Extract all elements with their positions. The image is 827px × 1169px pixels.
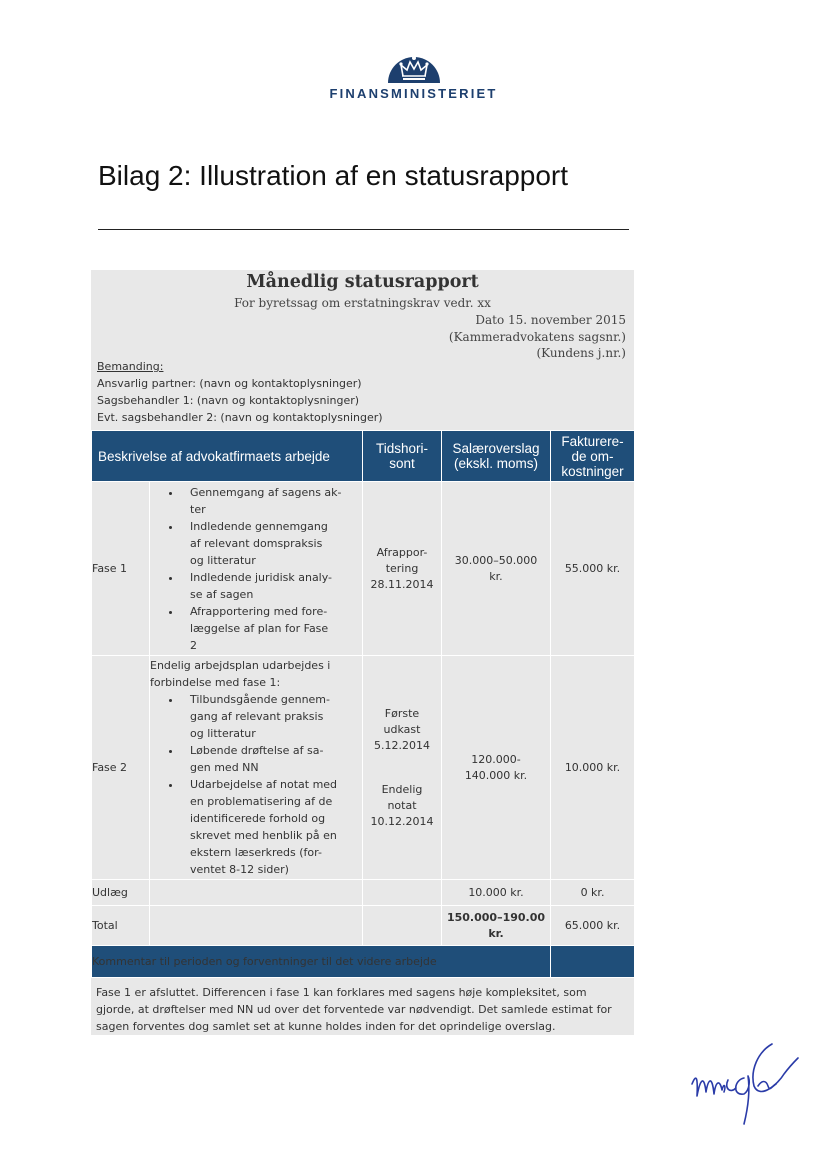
phase-description: [150, 656, 363, 880]
client-reference: (Kundens j.nr.): [536, 346, 626, 360]
phase-costs: 55.000 kr.: [551, 482, 635, 656]
report-title: Månedlig statusrapport: [246, 272, 479, 292]
phase-estimate: 120.000- 140.000 kr.: [442, 656, 551, 880]
total-label: Total: [92, 906, 150, 946]
task-list: [150, 691, 362, 878]
staff-line: Evt. sagsbehandler 2: (navn og kontaktoplysninger): [97, 411, 383, 424]
staffing-block: [97, 358, 383, 426]
list-item: • Udarbejdelse af notat med en problematisering af de identificerede forhold og skrevet med henblik på en ekstern læserkreds (for- ventet 8-12 sider): [182, 776, 362, 878]
table-row-fase-2: [92, 656, 635, 880]
list-item: • Gennemgang af sagens ak- ter: [182, 484, 362, 518]
list-item: • Afrapportering med fore- læggelse af plan for Fase 2: [182, 603, 362, 654]
timeline-final: Endelig notat 10.12.2014: [370, 782, 434, 828]
column-timeline: Tidshori- sont: [363, 431, 442, 482]
timeline-draft: Første udkast 5.12.2014: [374, 706, 430, 752]
table-row-fase-1: [92, 482, 635, 656]
phase-timeline: [363, 656, 442, 880]
phase-description: [150, 482, 363, 656]
ministry-name: FINANSMINISTERIET: [329, 86, 498, 101]
list-item: • Løbende drøftelse af sa- gen med NN: [182, 742, 362, 776]
phase-label: Fase 2: [92, 656, 150, 880]
title-divider: [98, 229, 629, 230]
task-list: [150, 484, 362, 654]
table-header-row: [92, 431, 635, 482]
report-subtitle: For byretssag om erstatningskrav vedr. xx: [234, 296, 491, 310]
phase-timeline: Afrappor- tering 28.11.2014: [363, 482, 442, 656]
report-header: [91, 270, 634, 430]
column-estimate: Salæroverslag (ekskl. moms): [442, 431, 551, 482]
phase-label: Fase 1: [92, 482, 150, 656]
list-item: • Indledende juridisk analy- se af sagen: [182, 569, 362, 603]
comment-header-row: [92, 946, 635, 978]
outlays-label: Udlæg: [92, 880, 150, 906]
column-description: Beskrivelse af advokatfirmaets arbejde: [92, 431, 363, 482]
table-row-outlays: [92, 880, 635, 906]
comment-header: Kommentar til perioden og forventninger til det videre arbejde: [92, 946, 551, 978]
total-estimate: 150.000–190.00 kr.: [442, 906, 551, 946]
crown-logo: [386, 50, 442, 84]
case-number: (Kammeradvokatens sagsnr.): [448, 330, 626, 344]
list-item: • Tilbundsgående gennem- gang af relevant praksis og litteratur: [182, 691, 362, 742]
outlays-estimate: 10.000 kr.: [442, 880, 551, 906]
staffing-label: Bemanding:: [97, 360, 164, 373]
phase-intro: Endelig arbejdsplan udarbejdes i forbindelse med fase 1:: [150, 659, 331, 689]
comment-text: Fase 1 er afsluttet. Differencen i fase 1 kan forklares med sagens høje kompleksitet, som gjorde, at drøftelser med NN ud over det forventede var nødvendigt. Det samlede estimat for sagen forventes dog samlet set at kunne holdes inden for det oprindelige overslag.: [96, 986, 612, 1033]
handwritten-signature: [688, 1040, 800, 1132]
work-table: [91, 430, 635, 978]
ministry-logo: [0, 50, 827, 101]
outlays-costs: 0 kr.: [551, 880, 635, 906]
report-date: Dato 15. november 2015: [475, 313, 626, 327]
staff-line: Ansvarlig partner: (navn og kontaktoplysninger): [97, 377, 362, 390]
staff-line: Sagsbehandler 1: (navn og kontaktoplysninger): [97, 394, 360, 407]
list-item: • Indledende gennemgang af relevant domspraksis og litteratur: [182, 518, 362, 569]
status-report: [91, 270, 634, 1035]
table-row-total: [92, 906, 635, 946]
phase-estimate: 30.000–50.000 kr.: [442, 482, 551, 656]
phase-costs: 10.000 kr.: [551, 656, 635, 880]
total-costs: 65.000 kr.: [551, 906, 635, 946]
column-costs: Fakturere- de om- kostninger: [551, 431, 635, 482]
page-title: Bilag 2: Illustration af en statusrapport: [98, 160, 569, 191]
